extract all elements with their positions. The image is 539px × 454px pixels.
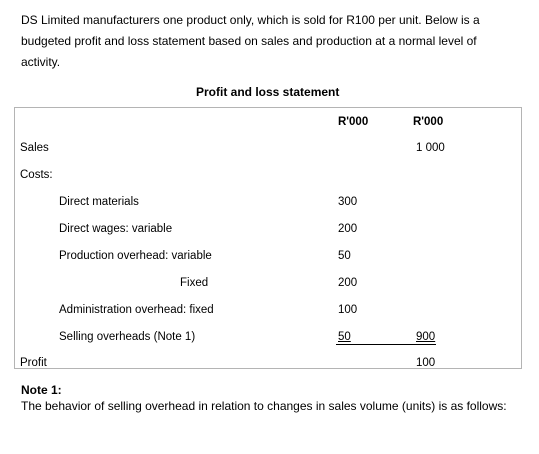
row-selling-overheads-value: 50 [338,331,351,343]
col1-header: R'000 [338,116,369,128]
note-text: The behavior of selling overhead in relation to changes in sales volume (units) is as follows: [21,399,507,413]
row-sales-value: 1 000 [416,142,445,154]
row-prod-overhead-variable-label: Production overhead: variable [59,250,212,262]
row-admin-overhead-label: Administration overhead: fixed [59,304,214,316]
row-costs-label: Costs: [20,169,53,181]
row-selling-overheads-label: Selling overheads (Note 1) [59,331,196,343]
row-direct-materials-label: Direct materials [59,196,139,208]
row-prod-overhead-fixed-value: 200 [338,277,358,289]
row-direct-wages-value: 200 [338,223,358,235]
row-direct-materials-value: 300 [338,196,358,208]
row-total-costs-value: 900 [416,331,436,343]
intro-line-3: activity. [21,55,61,69]
intro-line-2: budgeted profit and loss statement based on sales and production at a normal level of [21,34,477,48]
row-sales-label: Sales [20,142,49,154]
intro-paragraph [21,10,521,73]
statement-title: Profit and loss statement [196,85,340,99]
profit-loss-table [14,107,522,369]
col2-header: R'000 [413,116,444,128]
subtotal-rule [336,344,436,345]
row-prod-overhead-variable-value: 50 [338,250,351,262]
row-prod-overhead-fixed-label: Fixed [180,277,209,289]
note-title: Note 1: [21,383,62,397]
row-profit-value: 100 [416,357,436,369]
intro-line-1: DS Limited manufacturers one product only, which is sold for R100 per unit. Below is a [21,13,480,27]
row-admin-overhead-value: 100 [338,304,358,316]
row-direct-wages-label: Direct wages: variable [59,223,173,235]
row-profit-label: Profit [20,357,47,369]
